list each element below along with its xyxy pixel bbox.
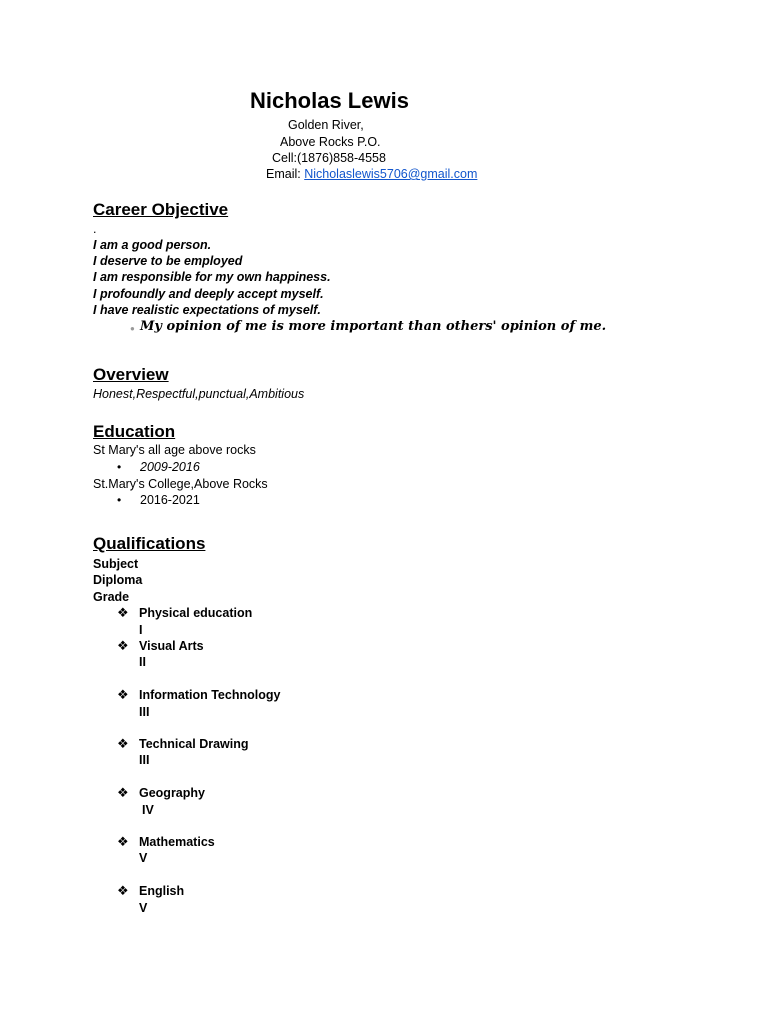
objective-line: I deserve to be employed <box>93 254 243 268</box>
overview-heading: Overview <box>93 365 169 384</box>
objective-line: I have realistic expectations of myself. <box>93 303 321 317</box>
education-heading: Education <box>93 422 176 441</box>
qualification-grade: III <box>139 753 150 767</box>
email-link[interactable]: Nicholaslewis5706@gmail.com <box>304 167 478 181</box>
objective-line: I profoundly and deeply accept myself. <box>93 287 324 301</box>
qualification-grade: I <box>139 623 143 637</box>
qualification-subject: English <box>139 884 185 898</box>
bullet-icon: • <box>117 460 122 474</box>
education-years: 2009-2016 <box>140 460 200 474</box>
diamond-bullet-icon: ❖ <box>117 785 129 800</box>
bullet-icon: • <box>117 493 122 507</box>
qualification-subject: Information Technology <box>139 688 281 702</box>
resume-name: Nicholas Lewis <box>250 88 409 113</box>
email-row <box>266 167 477 181</box>
qualification-grade: V <box>139 851 148 865</box>
objective-dot: . <box>93 222 97 236</box>
overview-text: Honest,Respectful,punctual,Ambitious <box>93 387 305 401</box>
column-label-grade: Grade <box>93 590 130 604</box>
cell-phone: Cell:(1876)858-4558 <box>272 151 386 165</box>
diamond-bullet-icon: ❖ <box>117 638 129 653</box>
qualifications-heading: Qualifications <box>93 534 206 553</box>
objective-line: I am responsible for my own happiness. <box>93 270 331 284</box>
qualification-subject: Visual Arts <box>139 639 204 653</box>
career-objective-heading: Career Objective <box>93 200 229 219</box>
email-label: Email: <box>266 167 305 181</box>
address-line-2: Above Rocks P.O. <box>280 135 381 149</box>
qualification-subject: Mathematics <box>139 835 215 849</box>
qualification-grade: V <box>139 901 148 915</box>
qualification-subject: Geography <box>139 786 205 800</box>
address-line-1: Golden River, <box>288 118 364 132</box>
qualification-subject: Physical education <box>139 606 253 620</box>
qualification-grade: III <box>139 705 150 719</box>
diamond-bullet-icon: ❖ <box>117 736 129 751</box>
qualification-subject: Technical Drawing <box>139 737 249 751</box>
objective-quote: My opinion of me is more important than others' opinion of me. <box>140 319 607 334</box>
education-years: 2016-2021 <box>140 493 200 507</box>
qualification-grade: IV <box>142 803 154 817</box>
column-label-diploma: Diploma <box>93 573 143 587</box>
diamond-bullet-icon: ❖ <box>117 883 129 898</box>
quote-bullet-icon: ● <box>130 324 135 333</box>
qualification-grade: II <box>139 655 146 669</box>
objective-line: I am a good person. <box>93 238 212 252</box>
education-school: St Mary's all age above rocks <box>93 443 256 457</box>
column-label-subject: Subject <box>93 557 139 571</box>
education-school: St.Mary's College,Above Rocks <box>93 477 268 491</box>
diamond-bullet-icon: ❖ <box>117 834 129 849</box>
diamond-bullet-icon: ❖ <box>117 687 129 702</box>
diamond-bullet-icon: ❖ <box>117 605 129 620</box>
